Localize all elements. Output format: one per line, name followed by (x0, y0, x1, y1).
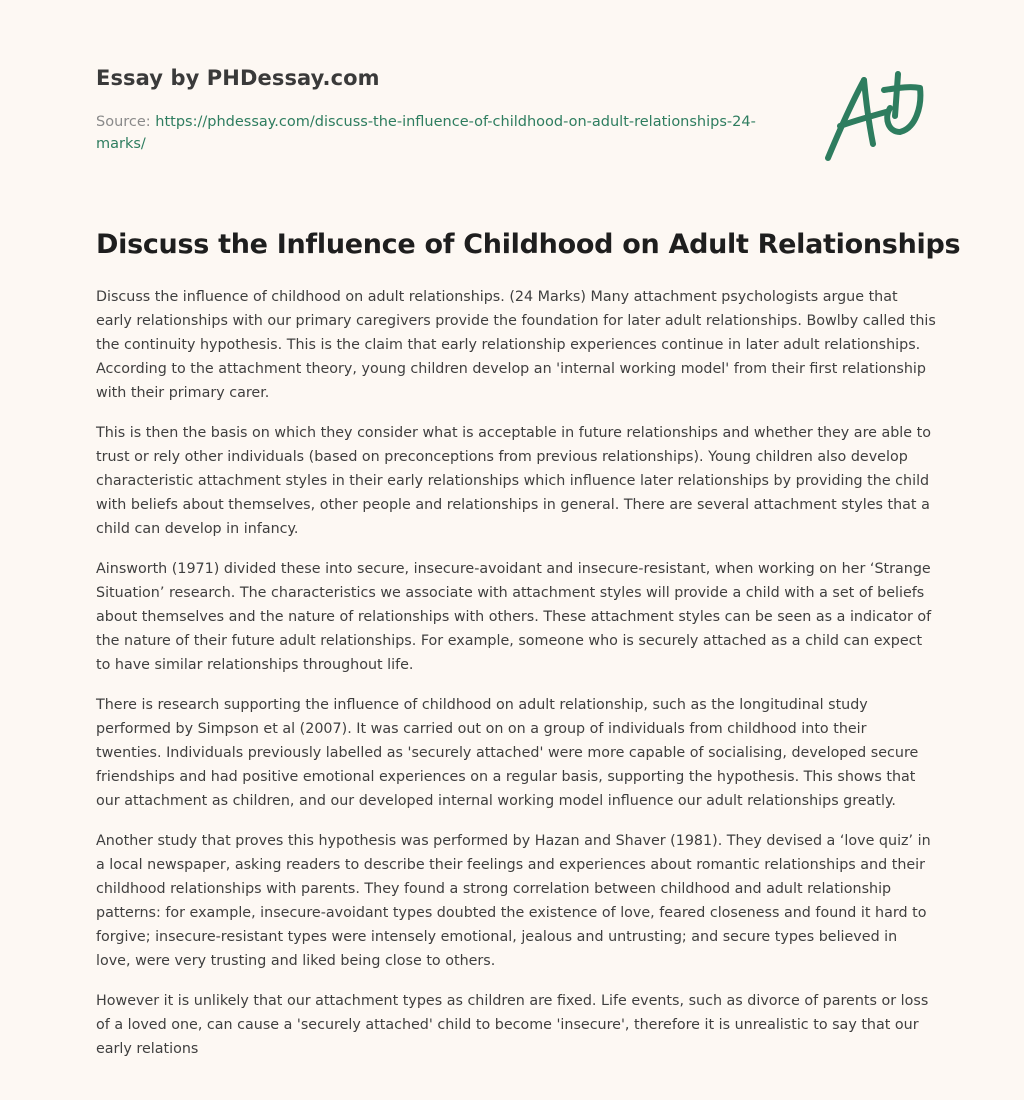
essay-body (96, 285, 936, 1077)
paragraph: Discuss the influence of childhood on adult relationships. (24 Marks) Many attachment psychologists argue that early relationships with our primary caregivers provide the foundation for later adult relationships. Bowlby called this the continuity hypothesis. This is the claim that early relationship experiences continue in later adult relationships. According to the attachment theory, young children develop an 'internal working model' from their first relationship with their primary carer. (96, 289, 936, 401)
a-plus-grade-icon (824, 66, 930, 170)
paragraph: However it is unlikely that our attachment types as children are fixed. Life events, such as divorce of parents or loss of a loved one, can cause a 'securely attached' child to become 'insecure', therefore it is unrealistic to say that our early relations (96, 993, 929, 1057)
paragraph: Another study that proves this hypothesis was performed by Hazan and Shaver (1981). They devised a ‘love quiz’ in a local newspaper, asking readers to describe their feelings and experiences about romantic relationships and their childhood relationships with parents. They found a strong correlation between childhood and adult relationship patterns: for example, insecure-avoidant types doubted the existence of love, feared closeness and found it hard to forgive; insecure-resistant types were intensely emotional, jealous and untrusting; and secure types believed in love, were very trusting and liked being close to others. (96, 833, 931, 969)
source-label: Source: (96, 114, 156, 130)
source-line (96, 111, 776, 155)
source-link[interactable]: https://phdessay.com/discuss-the-influence-of-childhood-on-adult-relationships-24-marks/ (96, 114, 756, 152)
paragraph: This is then the basis on which they consider what is acceptable in future relationships and whether they are able to trust or rely other individuals (based on preconceptions from previous relationships). Young children also develop characteristic attachment styles in their early relationships which influence later relationships by providing the child with beliefs about themselves, other people and relationships in general. There are several attachment styles that a child can develop in infancy. (96, 425, 931, 537)
paragraph: There is research supporting the influence of childhood on adult relationship, such as the longitudinal study performed by Simpson et al (2007). It was carried out on on a group of individuals from childhood into their twenties. Individuals previously labelled as 'securely attached' were more capable of socialising, developed secure friendships and had positive emotional experiences on a regular basis, supporting the hypothesis. This shows that our attachment as children, and our developed internal working model influence our adult relationships greatly. (96, 697, 919, 809)
essay-title: Discuss the Influence of Childhood on Adult Relationships (96, 229, 961, 260)
paragraph: Ainsworth (1971) divided these into secure, insecure-avoidant and insecure-resistant, when working on her ‘Strange Situation’ research. The characteristics we associate with attachment styles will provide a child with a set of beliefs about themselves and the nature of relationships with others. These attachment styles can be seen as a indicator of the nature of their future adult relationships. For example, someone who is securely attached as a child can expect to have similar relationships throughout life. (96, 561, 932, 673)
site-brand: Essay by PHDessay.com (96, 66, 380, 90)
